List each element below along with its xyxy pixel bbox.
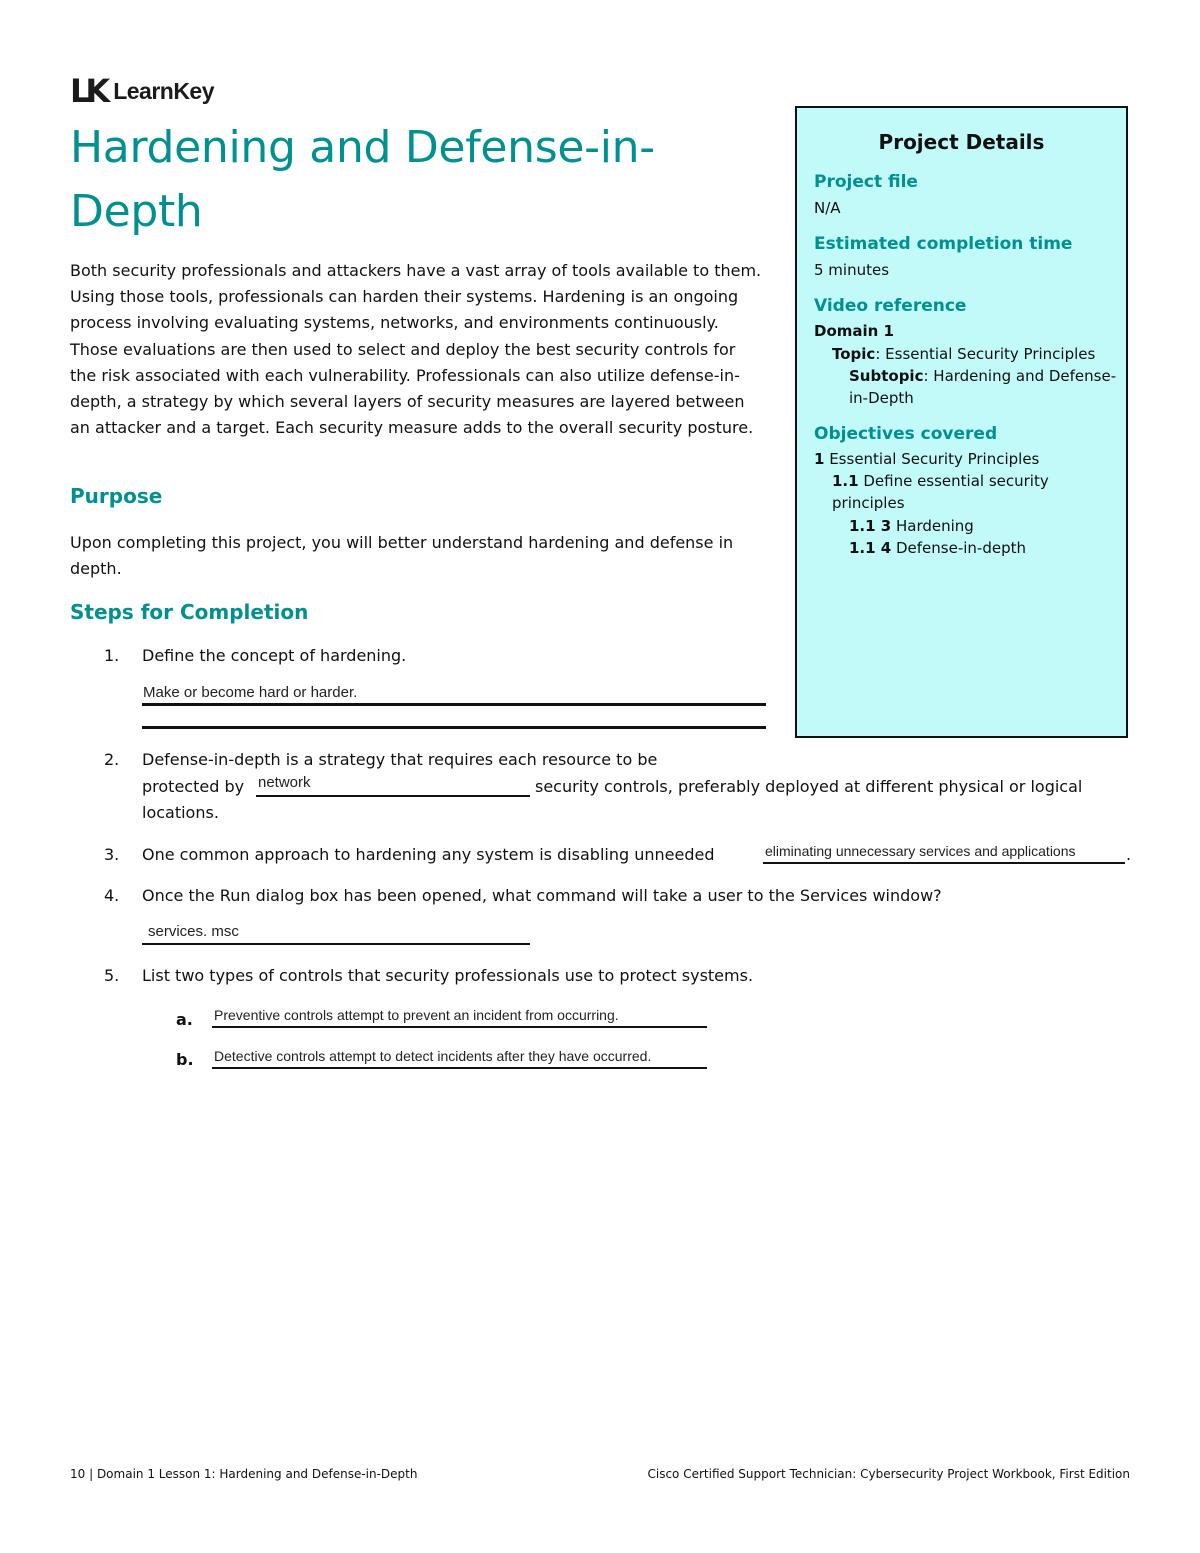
footer-left: 10 | Domain 1 Lesson 1: Hardening and Defense-in-Depth: [70, 1467, 418, 1481]
sub-letter: a.: [176, 1010, 193, 1029]
step-end: .: [1126, 845, 1132, 864]
step-text: Once the Run dialog box has been opened, what command will take a user to the Services window?: [142, 886, 942, 905]
project-file-value: N/A: [814, 199, 841, 217]
sub-letter: b.: [176, 1050, 194, 1069]
intro-paragraph: Both security professionals and attackers have a vast array of tools available to them. Using those tools, professionals can harden their systems. Hardening is an ongoing process involving evaluating systems, networks, and environments continuously. Those evaluations are then used to select and deploy the best security controls for the risk associated with each vulnerability. Professionals can also utilize defense-in-depth, a strategy by which several layers of security measures are layered between an attacker and a target. Each security measure adds to the overall security posture.: [70, 261, 762, 438]
logo-mark: LK: [70, 72, 106, 110]
step-text: List two types of controls that security professionals use to protect systems.: [142, 966, 754, 985]
footer-right: Cisco Certified Support Technician: Cybersecurity Project Workbook, First Edition: [647, 1467, 1130, 1481]
answer-field[interactable]: Detective controls attempt to detect incidents after they have occurred.: [214, 1048, 652, 1064]
answer-field[interactable]: services. msc: [148, 923, 239, 940]
project-details-title: Project Details: [878, 130, 1045, 154]
steps-heading: Steps for Completion: [70, 600, 309, 624]
objectives-label: Objectives covered: [814, 424, 998, 444]
step-number: 1.: [104, 646, 120, 665]
objective-1-1-4: 1.1 4 Defense-in-depth: [849, 539, 1026, 557]
step-number: 5.: [104, 966, 120, 985]
step-text: Defense-in-depth is a strategy that requires each resource to be: [142, 750, 658, 769]
video-subtopic: Subtopic: Hardening and Defense-: [849, 367, 1117, 385]
objective-1-1-3: 1.1 3 Hardening: [849, 517, 974, 535]
video-topic: Topic: Essential Security Principles: [832, 345, 1096, 363]
answer-line: [142, 703, 766, 706]
answer-field[interactable]: Preventive controls attempt to prevent an incident from occurring.: [214, 1007, 619, 1023]
step-text: locations.: [142, 803, 219, 822]
answer-field[interactable]: eliminating unnecessary services and applications: [765, 843, 1076, 859]
project-details-box: [795, 106, 1128, 738]
answer-line: [256, 795, 530, 797]
step-number: 4.: [104, 886, 120, 905]
video-domain: Domain 1: [814, 322, 894, 340]
completion-time-value: 5 minutes: [814, 261, 890, 279]
answer-field[interactable]: network: [258, 774, 311, 791]
answer-line: [212, 1026, 707, 1028]
video-reference-label: Video reference: [814, 296, 967, 316]
completion-time-label: Estimated completion time: [814, 234, 1073, 254]
objective-1: 1 Essential Security Principles: [814, 450, 1040, 468]
answer-line: [212, 1067, 707, 1069]
answer-line: [142, 726, 766, 729]
purpose-text: Upon completing this project, you will better understand hardening and defense in depth.: [70, 533, 734, 578]
learnkey-logo: [70, 74, 214, 108]
answer-line: [763, 862, 1125, 864]
objective-1-1: 1.1 Define essential security: [832, 472, 1049, 490]
video-subtopic-cont: in-Depth: [849, 389, 914, 407]
step-text: Define the concept of hardening.: [142, 646, 407, 665]
page-title: Hardening and Defense-in-Depth: [70, 122, 655, 237]
step-text: security controls, preferably deployed at different physical or logical: [535, 777, 1083, 796]
answer-line: [142, 943, 530, 945]
step-text: One common approach to hardening any system is disabling unneeded: [142, 845, 715, 864]
step-text: protected by: [142, 777, 245, 796]
step-number: 3.: [104, 845, 120, 864]
answer-field[interactable]: Make or become hard or harder.: [143, 684, 358, 701]
step-number: 2.: [104, 750, 120, 769]
purpose-heading: Purpose: [70, 484, 163, 508]
logo-name: LearnKey: [113, 77, 215, 104]
objective-1-1-cont: principles: [832, 494, 905, 512]
project-file-label: Project file: [814, 172, 918, 192]
